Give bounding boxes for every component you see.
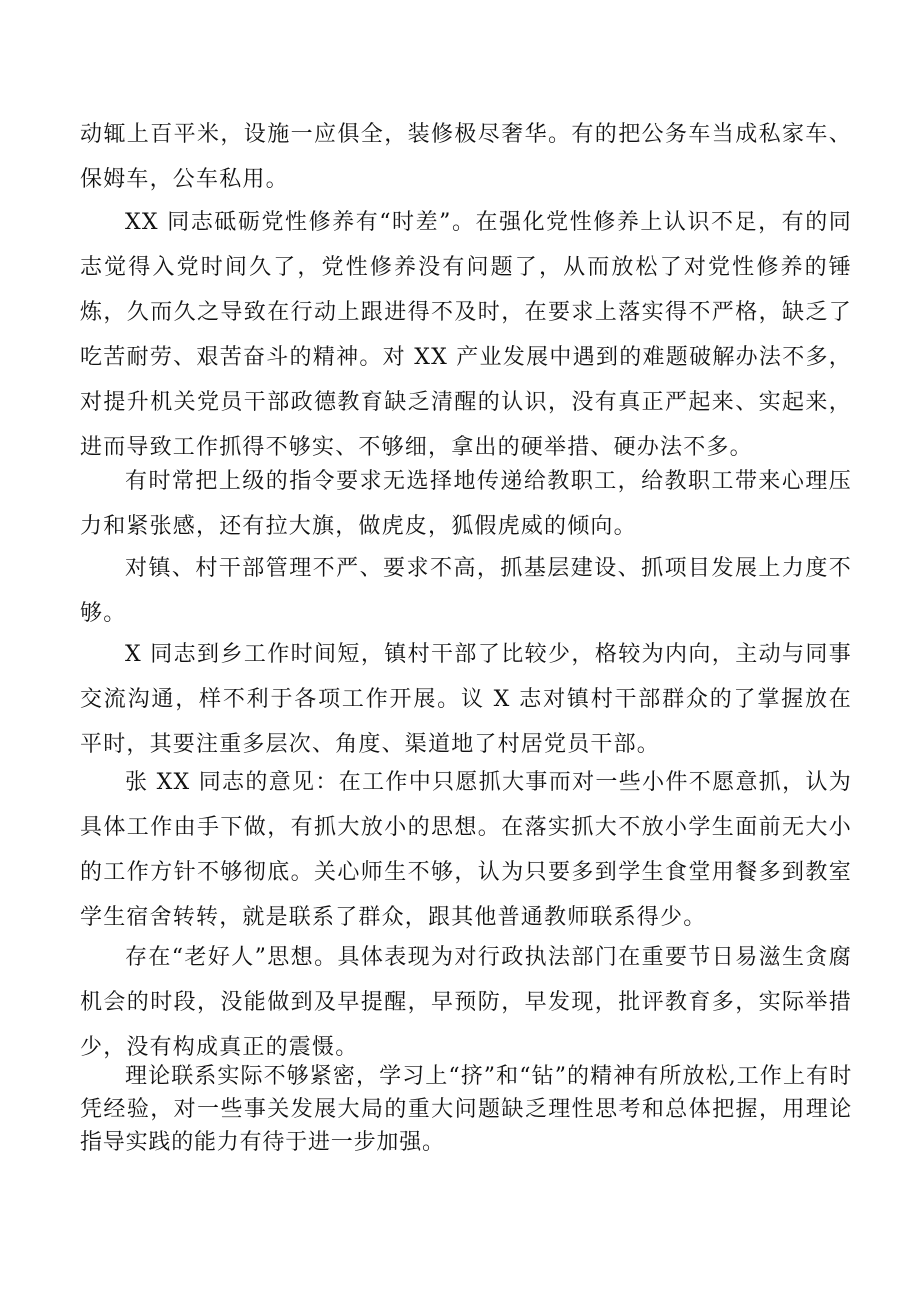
paragraph-public-facilities: 动辄上百平米，设施一应俱全，装修极尽奢华。有的把公务车当成私家车、保姆车，公车私用。 — [80, 122, 852, 192]
paragraph-communication: X 同志到乡工作时间短，镇村干部了比较少，格较为内向，主动与同事交流沟通，样不利于各项工作开展。议 X 志对镇村干部群众的了掌握放在平时，其要注重多层次、角度、渠道地了村居党员干部。 — [80, 642, 852, 757]
paragraph-good-person-mindset: 存在“老好人”思想。具体表现为对行政执法部门在重要节日易滋生贪腐机会的时段，没能做到及早提醒，早预防，早发现，批评教育多，实际举措少，没有构成真正的震慑。 — [80, 945, 852, 1060]
paragraph-party-cultivation: XX 同志砥砺党性修养有“时差”。在强化党性修养上认识不足，有的同志觉得入党时间久了，党性修养没有问题了，从而放松了对党性修养的锤炼，久而久之导致在行动上跟进得不及时，在要求上落实得不严格，缺乏了吃苦耐劳、艰苦奋斗的精神。对 XX 产业发展中遇到的难题破解办法不多，对提升机关党员干部政德教育缺乏清醒的认识，没有真正严起来、实起来，进而导致工作抓得不够实、不够细，拿出的硬举措、硬办法不多。 — [80, 210, 852, 460]
paragraph-instructions-pressure: 有时常把上级的指令要求无选择地传递给教职工，给教职工带来心理压力和紧张感，还有拉大旗，做虎皮，狐假虎威的倾向。 — [80, 469, 852, 539]
paragraph-theory-practice: 理论联系实际不够紧密，学习上“挤”和“钻”的精神有所放松,工作上有时凭经验，对一些事关发展大局的重大问题缺乏理性思考和总体把握，用理论指导实践的能力有待于进一步加强。 — [80, 1064, 852, 1155]
paragraph-zhang-opinion: 张 XX 同志的意见：在工作中只愿抓大事而对一些小件不愿意抓，认为具体工作由手下做，有抓大放小的思想。在落实抓大不放小学生面前无大小的工作方针不够彻底。关心师生不够，认为只要多到学生食堂用餐多到教室学生宿舍转转，就是联系了群众，跟其他普通教师联系得少。 — [80, 770, 852, 930]
paragraph-management: 对镇、村干部管理不严、要求不高，抓基层建设、抓项目发展上力度不够。 — [80, 556, 852, 626]
